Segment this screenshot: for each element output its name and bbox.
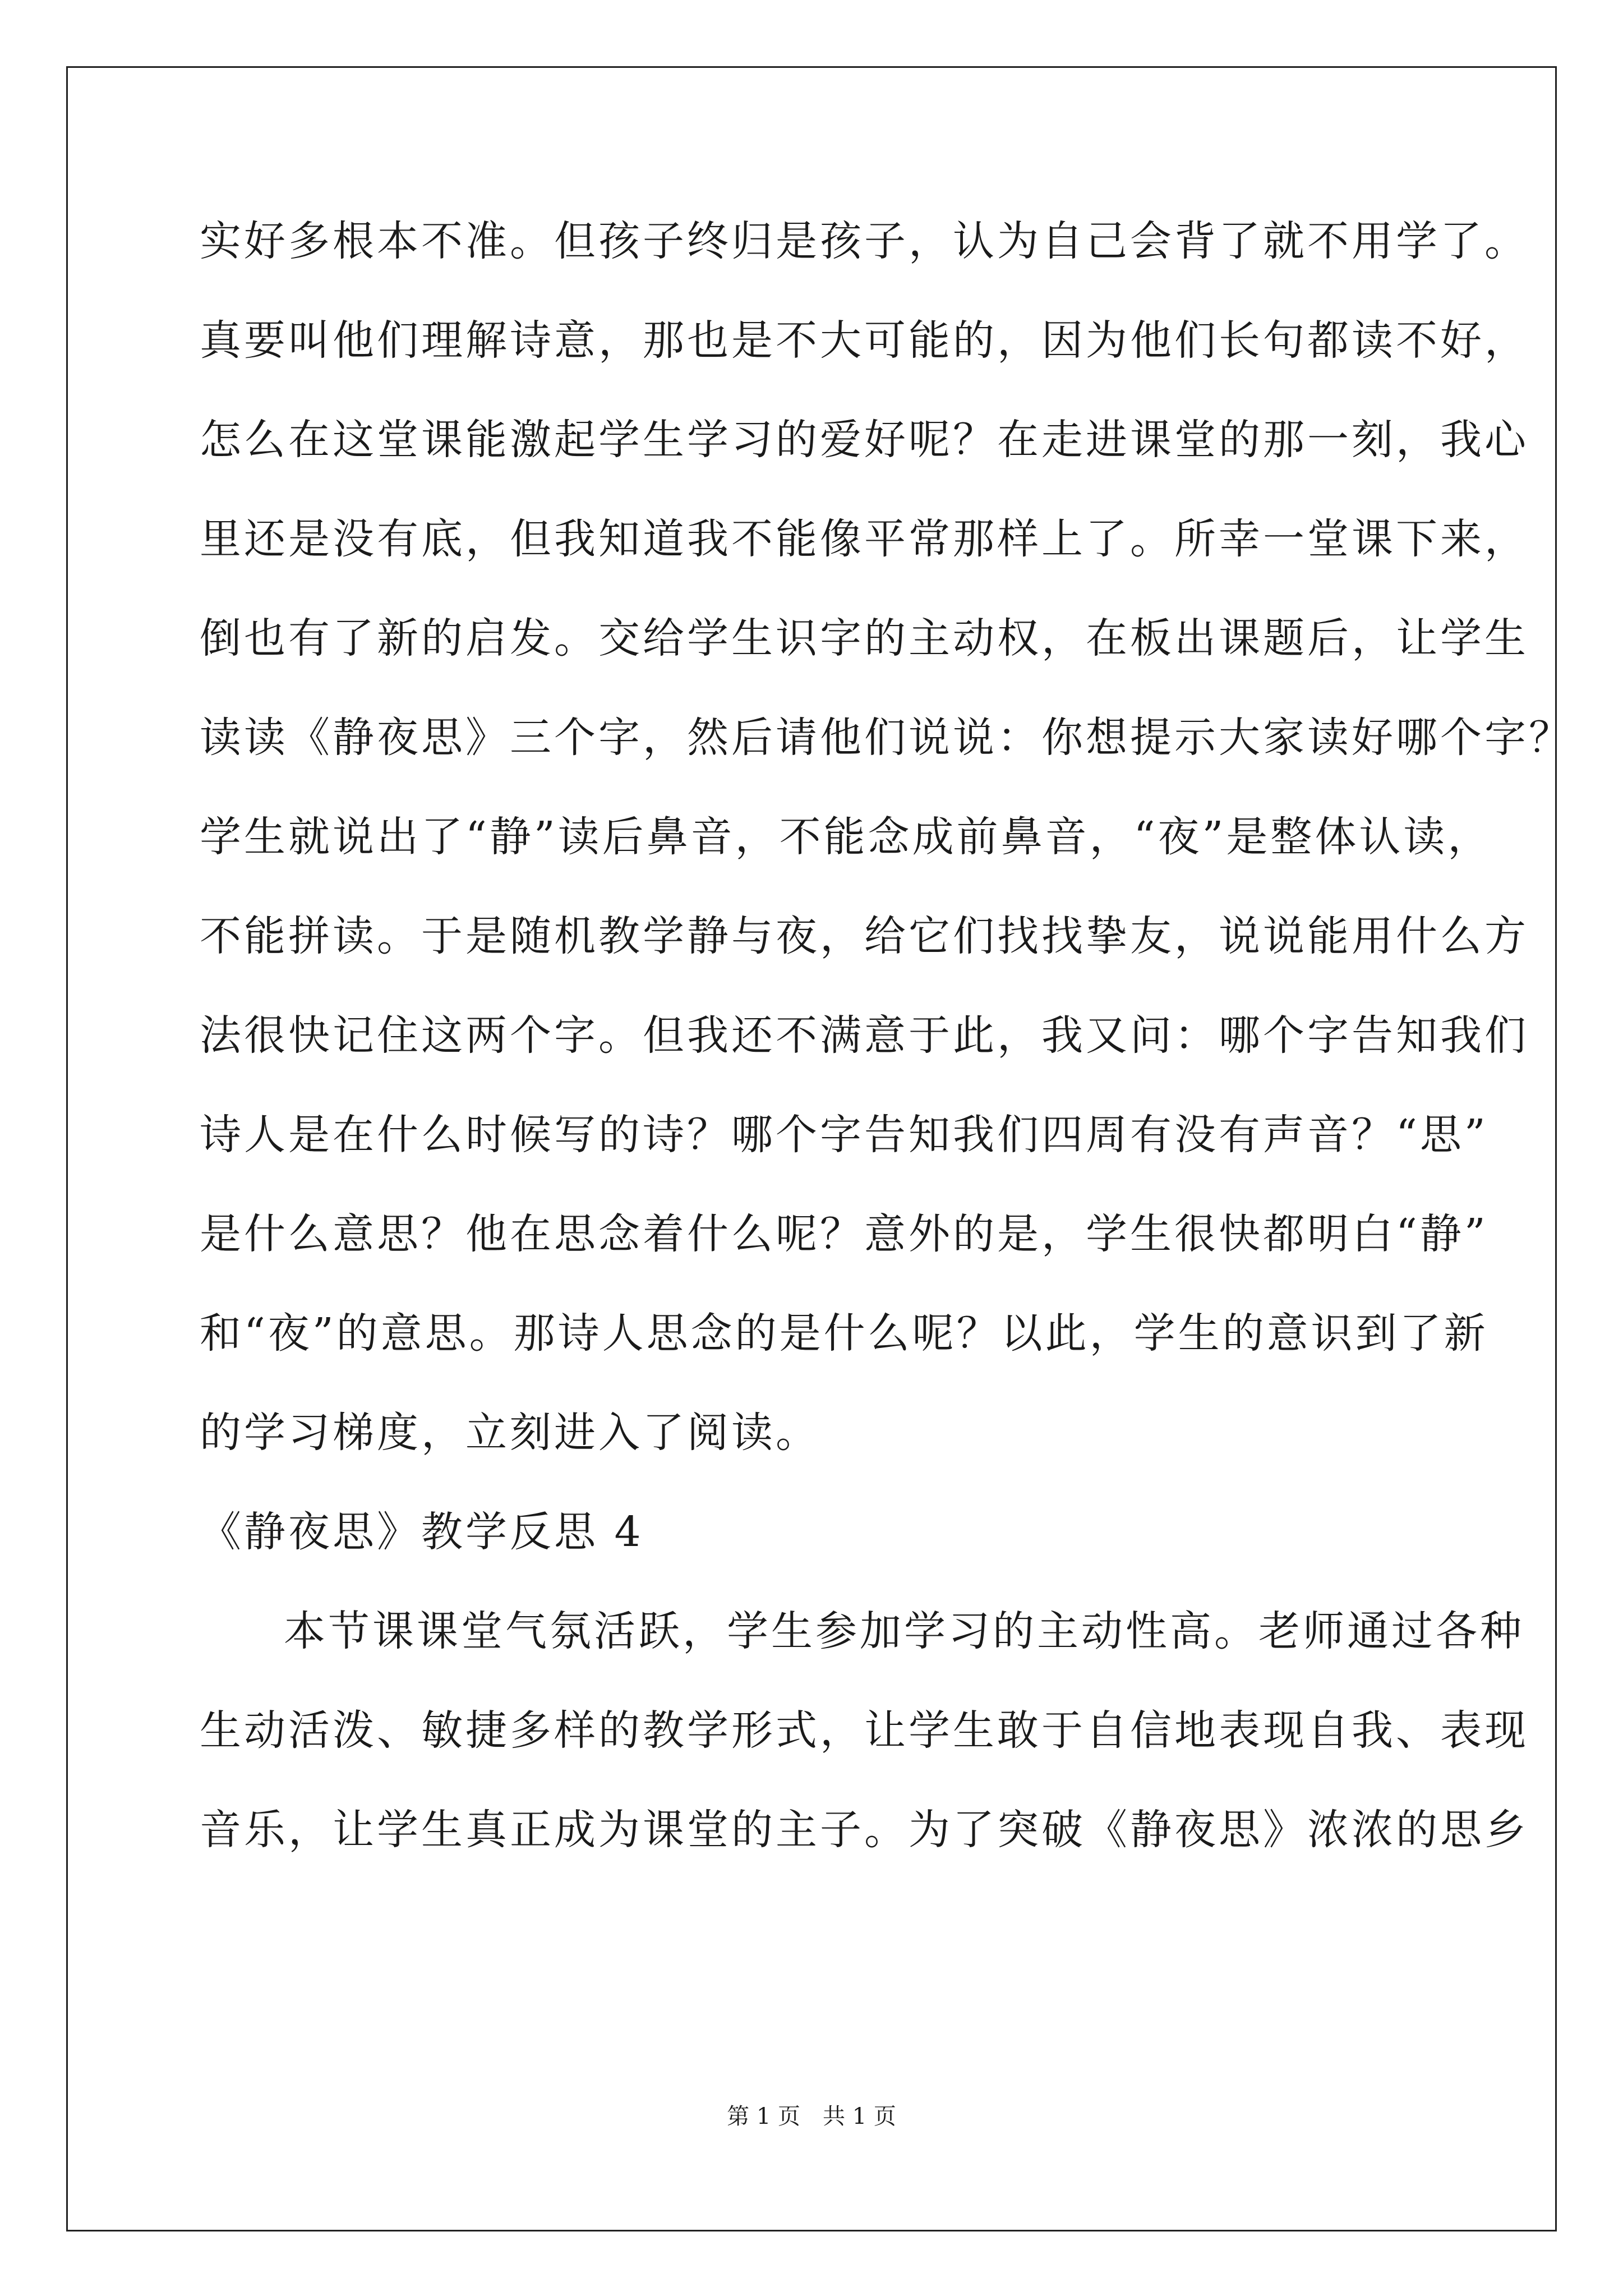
paragraph-line: 读读《静夜思》三个字，然后请他们说说：你想提示大家读好哪个字？ [200,714,1573,762]
paragraph-line: 音乐，让学生真正成为课堂的主子。为了突破《静夜思》浓浓的思乡 [200,1806,1529,1854]
paragraph-line: 本节课课堂气氛活跃，学生参加学习的主动性高。老师通过各种 [284,1607,1524,1655]
paragraph-line: 诗人是在什么时候写的诗？哪个字告知我们四周有没有声音？“思” [200,1111,1488,1159]
paragraph-line: 和“夜”的意思。那诗人思念的是什么呢？以此，学生的意识到了新 [200,1309,1488,1358]
paragraph-line: 是什么意思？他在思念着什么呢？意外的是，学生很快都明白“静” [200,1210,1488,1258]
paragraph-line: 倒也有了新的启发。交给学生识字的主动权，在板出课题后，让学生 [200,614,1529,662]
paragraph-line: 不能拼读。于是随机教学静与夜，给它们找找挚友，说说能用什么方 [200,912,1529,960]
paragraph-line: 的学习梯度，立刻进入了阅读。 [200,1409,820,1457]
section-heading: 《静夜思》教学反思 4 [200,1508,644,1556]
paragraph-line: 里还是没有底，但我知道我不能像平常那样上了。所幸一堂课下来， [200,515,1529,563]
paragraph-line: 怎么在这堂课能激起学生学习的爱好呢？在走进课堂的那一刻，我心 [200,416,1529,464]
paragraph-line: 生动活泼、敏捷多样的教学形式，让学生敢于自信地表现自我、表现 [200,1706,1529,1755]
paragraph-line: 法很快记住这两个字。但我还不满意于此，我又问：哪个字告知我们 [200,1011,1529,1060]
page-number-footer: 第 1 页 共 1 页 [727,2104,896,2129]
paragraph-line: 学生就说出了“静”读后鼻音，不能念成前鼻音，“夜”是整体认读， [200,813,1492,861]
paragraph-line: 真要叫他们理解诗意，那也是不大可能的，因为他们长句都读不好， [200,316,1529,365]
paragraph-line: 实好多根本不准。但孩子终归是孩子，认为自己会背了就不用学了。 [200,217,1529,265]
